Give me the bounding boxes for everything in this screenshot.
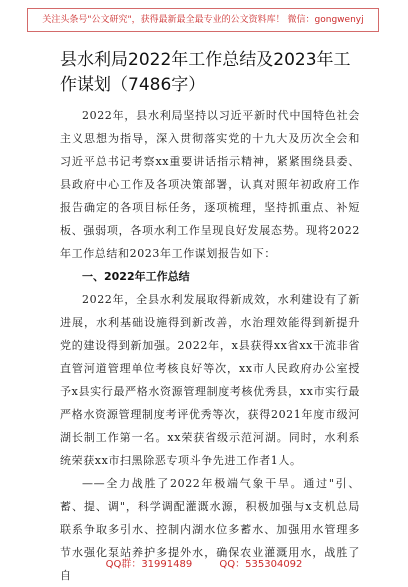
top-banner: 关注头条号"公文研究"，获得最新最全最专业的公文资料库！ 微信：gongwenyj xyxy=(27,8,379,32)
document-title: 县水利局2022年工作总结及2023年工作谋划（7486字） xyxy=(60,50,351,95)
footer-qq-group: QQ群：31991489 xyxy=(105,559,193,570)
section-paragraph-2: ——全力战胜了2022年极端气象干旱。通过"引、蓄、提、调"，科学调配灌溉水源，积极加强与x支机总局联系争取多引水、控制内湖水位多蓄水、加强用水管理多节水强化泵站养护多提外水，确保农业灌溉用水，战胜了自 xyxy=(60,477,360,582)
footer-contact xyxy=(0,555,408,570)
section-heading: 一、2022年工作总结 xyxy=(82,270,190,283)
section-paragraph: 2022年，全县水利发展取得新成效，水利建设有了新进展，水利基础设施得到新改善，水治理效能得到新提升党的建设得到新加强。2022年，x县获得xx省xx干流非省直管河道管理单位考核良好等次，xx市人民政府办公室授予x县实行最严格水资源管理制度考核优秀县，xx市实行最严格水资源管理制度考评优秀等次，获得2021年度市级河湖长制工作第一名。xx荣获省级示范河湖。同时，水利系统荣获xx市扫黑除恶专项斗争先进工作者1人。 xyxy=(60,293,360,467)
document-body xyxy=(60,48,360,587)
footer-qq: QQ：535304092 xyxy=(219,559,303,570)
intro-paragraph: 2022年，县水利局坚持以习近平新时代中国特色社会主义思想为指导，深入贯彻落实党的十九大及历次全会和习近平总书记考察xx重要讲话指示精神，紧紧围绕县委、县政府中心工作及各项决策部署，认真对照年初政府工作报告确定的各项目标任务，逐项梳理，坚持抓重点、补短板、强弱项，各项水利工作呈现良好发展态势。现将2022年工作总结和2023年工作谋划报告如下： xyxy=(60,109,360,260)
